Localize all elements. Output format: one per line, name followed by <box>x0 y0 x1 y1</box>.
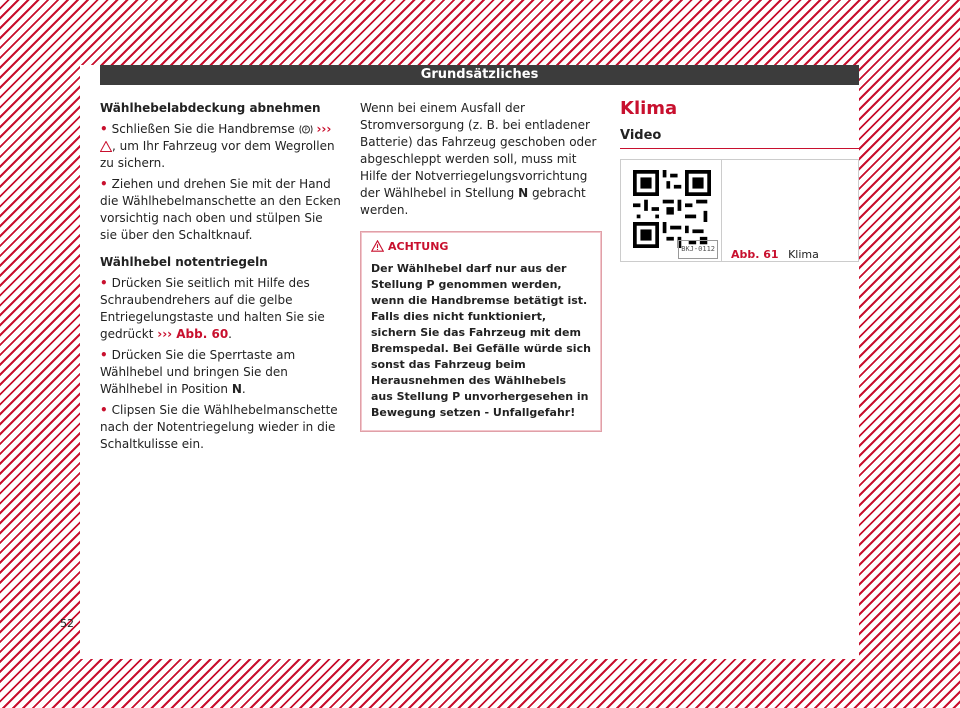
figure-caption: Abb. 61 Klima <box>731 248 819 261</box>
bullet-icon: • <box>100 122 108 136</box>
warning-icon <box>371 240 384 252</box>
figure-ref: Abb. 61 <box>731 248 779 261</box>
column-right <box>620 100 859 262</box>
figure-code: BKJ-0112 <box>678 240 718 259</box>
page-header: Grundsätzliches <box>100 65 859 85</box>
bullet-icon: • <box>100 348 108 362</box>
figure-link[interactable]: ››› Abb. 60 <box>157 327 229 341</box>
list-item: • Schließen Sie die Handbremse P ››› , um Ihr Fahrzeug vor dem Wegrollen zu sichern. <box>100 122 335 170</box>
handbrake-icon <box>299 124 313 135</box>
column-left <box>100 100 342 457</box>
heading-emergency-release: Wählhebel notentriegeln <box>100 255 268 269</box>
warning-header <box>371 238 591 255</box>
qr-panel[interactable] <box>621 160 722 261</box>
svg-text:P: P <box>304 127 308 134</box>
list-item: • Drücken Sie die Sperrtaste am Wählhebel und bringen Sie den Wählhebel in Position N. <box>100 348 296 396</box>
heading-cover-removal: Wählhebelabdeckung abnehmen <box>100 101 321 115</box>
list-item: • Drücken Sie seitlich mit Hilfe des Schraubendrehers auf die gelbe Entriegelungstaste und halten Sie sie gedrückt ››› Abb. 60. <box>100 276 325 341</box>
paragraph: Wenn bei einem Ausfall der Stromversorgung (z. B. bei entladener Batterie) das Fahrzeug geschoben oder abgeschleppt werden soll, muss mit Hilfe der Notverriegelungsvorrichtung der Wählhebel in Stellung N gebracht werden. <box>360 101 597 217</box>
subsection-title: Video <box>620 127 859 149</box>
warning-icon <box>100 141 112 152</box>
warning-label: ACHTUNG <box>388 240 449 253</box>
warning-text: Der Wählhebel darf nur aus der Stellung P genommen werden, wenn die Handbremse betätigt ist. Falls dies nicht funktioniert, sichern Sie das Fahrzeug mit dem Bremspedal. Bei Gefälle würde sich sonst das Fahrzeug beim Herausnehmen des Wählhebels aus Stellung P unvorhergesehen in Bewegung setzen - Unfallgefahr! <box>371 262 591 419</box>
bullet-icon: • <box>100 403 108 417</box>
figure-box <box>620 159 859 262</box>
list-item: • Ziehen und drehen Sie mit der Hand die Wählhebelmanschette an den Ecken vorsichtig nach oben und stülpen Sie sie über den Schaltknauf. <box>100 177 341 242</box>
list-item: • Clipsen Sie die Wählhebelmanschette nach der Notentriegelung wieder in die Schaltkulisse ein. <box>100 403 338 451</box>
qr-code-icon[interactable] <box>633 170 711 248</box>
bullet-icon: • <box>100 177 108 191</box>
warning-box <box>360 231 602 432</box>
bullet-icon: • <box>100 276 108 290</box>
page-number: 52 <box>60 617 74 630</box>
section-title: Klima <box>620 98 678 119</box>
column-middle <box>360 100 602 432</box>
